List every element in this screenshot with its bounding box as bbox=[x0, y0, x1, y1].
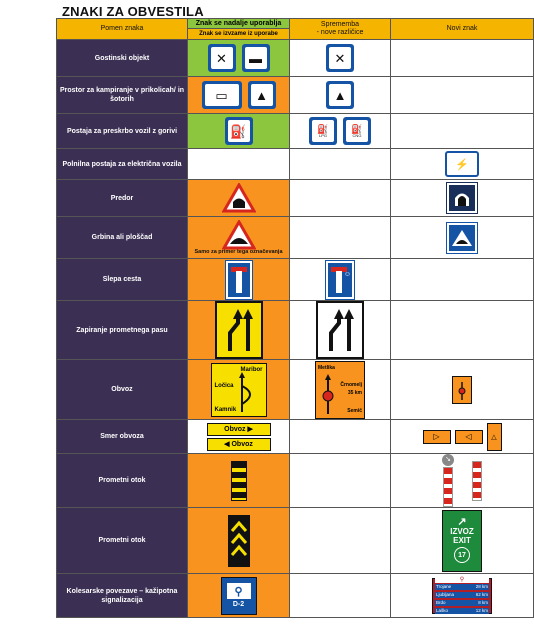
traffic-island-post-left bbox=[443, 467, 453, 507]
distance: 28 km bbox=[475, 583, 488, 589]
change-sign-cell bbox=[290, 40, 391, 77]
fuel-sign bbox=[225, 117, 253, 145]
destination: Ljubljana bbox=[436, 591, 455, 597]
lane-closure-sign-white bbox=[316, 301, 364, 359]
old-sign-cell bbox=[188, 114, 290, 149]
tunnel-sign bbox=[447, 183, 477, 213]
camping-trailer-sign bbox=[202, 81, 242, 109]
destination: Laško bbox=[436, 607, 449, 613]
page-title: ZNAKI ZA OBVESTILA bbox=[62, 4, 204, 19]
old-sign-cell bbox=[188, 508, 290, 574]
fuel-pump-icon: ⛽ bbox=[228, 120, 250, 142]
row-label: Gostinski objekt bbox=[57, 40, 188, 77]
detour-route-icon bbox=[320, 374, 338, 414]
signpost-row bbox=[435, 592, 489, 598]
row-label: Polnilna postaja za električna vozila bbox=[57, 149, 188, 180]
new-sign-cell bbox=[391, 259, 534, 301]
old-sign-cell bbox=[188, 77, 290, 114]
row-label: Prometni otok bbox=[57, 508, 188, 574]
new-sign-cell bbox=[391, 301, 534, 360]
dead-end-stem bbox=[336, 271, 342, 293]
detour-arrow-left bbox=[455, 430, 483, 444]
arrow-up-right-icon: ↗ bbox=[457, 516, 467, 528]
change-sign-cell bbox=[290, 301, 391, 360]
arrow-down-icon: ↘ bbox=[442, 454, 454, 466]
lane-arrows-icon bbox=[323, 307, 357, 353]
dead-end-pedestrian-sign bbox=[326, 261, 354, 299]
tent-sign bbox=[248, 81, 276, 109]
arrow-up-icon: △ bbox=[491, 433, 497, 441]
table-row bbox=[57, 420, 534, 454]
signpost-row bbox=[435, 608, 489, 614]
row-label: Predor bbox=[57, 180, 188, 217]
arrow-right-icon: ▷ bbox=[433, 432, 440, 441]
table-row bbox=[57, 77, 534, 114]
table-row bbox=[57, 508, 534, 574]
destination-locica: Ločica bbox=[214, 382, 234, 389]
restaurant-sign bbox=[208, 44, 236, 72]
cng-label: CNG bbox=[352, 132, 362, 138]
dead-end-sign bbox=[226, 261, 252, 299]
header-old bbox=[188, 19, 290, 40]
trailer-icon: ▭ bbox=[205, 84, 239, 106]
new-sign-cell bbox=[391, 360, 534, 420]
hotel-sign bbox=[242, 44, 270, 72]
arrow-right-icon: ▶ bbox=[245, 426, 253, 433]
header-change: Sprememba - nove različice bbox=[290, 19, 391, 40]
bump-warning-sign bbox=[222, 220, 256, 250]
new-sign-cell bbox=[391, 114, 534, 149]
detour-arrow-up bbox=[487, 423, 502, 451]
new-sign-cell bbox=[391, 149, 534, 180]
exit-label-si: IZVOZ bbox=[450, 527, 474, 536]
fork-knife-icon: ✕ bbox=[329, 47, 351, 69]
new-sign-cell bbox=[391, 180, 534, 217]
old-sign-cell bbox=[188, 217, 290, 259]
new-sign-cell bbox=[391, 508, 534, 574]
new-sign-cell bbox=[391, 574, 534, 618]
bicycle-icon: ⚲ bbox=[435, 577, 489, 583]
traffic-island-post-right bbox=[472, 461, 482, 501]
change-sign-cell bbox=[290, 77, 391, 114]
row-label: Prometni otok bbox=[57, 454, 188, 508]
bike-signpost-board bbox=[432, 578, 492, 614]
detour-arrow-right bbox=[423, 430, 451, 444]
new-sign-cell bbox=[391, 217, 534, 259]
change-sign-cell bbox=[290, 454, 391, 508]
lane-arrows-icon bbox=[222, 307, 256, 353]
old-sign-cell bbox=[188, 454, 290, 508]
destination-crnomelj: Črnomelj bbox=[340, 381, 362, 388]
row-label: Grbina ali ploščad bbox=[57, 217, 188, 259]
distance: 8 km bbox=[478, 599, 488, 605]
row-label: Obvoz bbox=[57, 360, 188, 420]
camping-sign bbox=[326, 81, 354, 109]
signs-table bbox=[56, 18, 534, 618]
signpost-row bbox=[435, 584, 489, 590]
destination: Brdo bbox=[436, 599, 446, 605]
old-sign-cell bbox=[188, 180, 290, 217]
change-sign-cell bbox=[290, 180, 391, 217]
chevron-up-icon bbox=[230, 517, 248, 565]
change-sign-cell bbox=[290, 574, 391, 618]
ev-charging-sign bbox=[445, 151, 479, 177]
restaurant-motel-sign bbox=[326, 44, 354, 72]
detour-direction-plate-right bbox=[207, 423, 271, 436]
signpost-row bbox=[435, 600, 489, 606]
bicycle-icon: ⚲ bbox=[227, 583, 251, 599]
dead-end-stem bbox=[236, 271, 242, 293]
row-label: Slepa cesta bbox=[57, 259, 188, 301]
bed-icon: ▬ bbox=[245, 47, 267, 69]
detour-route-icon bbox=[236, 372, 262, 412]
change-sign-cell bbox=[290, 259, 391, 301]
header-new: Novi znak bbox=[391, 19, 534, 40]
old-sign-cell bbox=[188, 574, 290, 618]
destination-semic: Semič bbox=[347, 407, 362, 414]
fuel-pump-icon: ⛽ LPG bbox=[312, 120, 334, 142]
bump-icon bbox=[451, 228, 473, 248]
pedestrian-icon: ☺ bbox=[343, 270, 351, 278]
chevron-marker bbox=[228, 515, 250, 567]
row-label: Postaja za preskrbo vozil z gorivi bbox=[57, 114, 188, 149]
row-label: Smer obvoza bbox=[57, 420, 188, 454]
header-meaning: Pomen znaka bbox=[57, 19, 188, 40]
table-row bbox=[57, 574, 534, 618]
new-sign-cell bbox=[391, 77, 534, 114]
fork-knife-icon: ✕ bbox=[211, 47, 233, 69]
bike-route-sign bbox=[221, 577, 257, 615]
detour-plate-label: Obvoz bbox=[224, 425, 246, 433]
old-sign-cell bbox=[188, 259, 290, 301]
tunnel-icon bbox=[452, 189, 472, 207]
table-row bbox=[57, 454, 534, 508]
change-sign-cell bbox=[290, 149, 391, 180]
tunnel-warning-sign bbox=[222, 183, 256, 213]
electric-car-icon: ⚡ bbox=[455, 158, 469, 171]
fuel-pump-icon: ⛽ CNG bbox=[346, 120, 368, 142]
table-row bbox=[57, 114, 534, 149]
destination-kamnik: Kamnik bbox=[214, 406, 237, 413]
new-sign-cell bbox=[391, 420, 534, 454]
header-old-remove: Znak se izvzame iz uporabe bbox=[188, 29, 289, 39]
exit-label-en: EXIT bbox=[453, 536, 471, 545]
change-sign-cell bbox=[290, 360, 391, 420]
usage-note: Samo za primer tega označevanja bbox=[194, 248, 283, 255]
detour-sign-yellow bbox=[211, 363, 267, 417]
detour-sign-orange bbox=[315, 361, 365, 419]
table-row bbox=[57, 180, 534, 217]
row-label: Kolesarske povezave – kažipotna signalizacija bbox=[57, 574, 188, 618]
table-row bbox=[57, 40, 534, 77]
table-row bbox=[57, 149, 534, 180]
detour-route-icon bbox=[456, 380, 468, 400]
traffic-island-marker bbox=[231, 461, 247, 501]
change-sign-cell bbox=[290, 217, 391, 259]
row-label: Zapiranje prometnega pasu bbox=[57, 301, 188, 360]
distance: 62 km bbox=[475, 591, 488, 597]
lane-closure-sign-yellow bbox=[215, 301, 263, 359]
change-sign-cell bbox=[290, 114, 391, 149]
arrow-left-icon: ◀ bbox=[224, 441, 232, 448]
speed-bump-sign bbox=[447, 223, 477, 253]
table-row bbox=[57, 259, 534, 301]
lpg-sign bbox=[309, 117, 337, 145]
old-sign-cell bbox=[188, 420, 290, 454]
arrow-left-icon: ◁ bbox=[465, 432, 472, 441]
tent-icon: ▲ bbox=[329, 84, 351, 106]
detour-direction-plate-left bbox=[207, 438, 271, 451]
header-old-keep: Znak se nadalje uporablja bbox=[188, 19, 289, 29]
destination-metlika: Metlika bbox=[318, 364, 335, 371]
new-sign-cell bbox=[391, 40, 534, 77]
destination: Trojane bbox=[436, 583, 452, 589]
header-row bbox=[57, 19, 534, 40]
route-number: D-2 bbox=[232, 601, 245, 608]
tent-icon: ▲ bbox=[251, 84, 273, 106]
change-sign-cell bbox=[290, 508, 391, 574]
table-row bbox=[57, 217, 534, 259]
row-label: Prostor za kampiranje v prikolicah/ in šotorih bbox=[57, 77, 188, 114]
detour-plate-label: Obvoz bbox=[231, 440, 253, 448]
distance: 12 km bbox=[475, 607, 488, 613]
old-sign-cell bbox=[188, 301, 290, 360]
old-sign-cell bbox=[188, 360, 290, 420]
distance-35km: 35 km bbox=[347, 389, 362, 396]
exit-sign bbox=[442, 510, 482, 572]
old-sign-cell bbox=[188, 149, 290, 180]
table-row bbox=[57, 360, 534, 420]
destination-maribor: Maribor bbox=[240, 366, 263, 373]
old-sign-cell bbox=[188, 40, 290, 77]
new-sign-cell bbox=[391, 454, 534, 508]
table-row bbox=[57, 301, 534, 360]
cng-sign bbox=[343, 117, 371, 145]
change-sign-cell bbox=[290, 420, 391, 454]
lpg-label: LPG bbox=[318, 132, 327, 138]
exit-number: 17 bbox=[454, 547, 470, 563]
detour-sign-small bbox=[452, 376, 472, 404]
